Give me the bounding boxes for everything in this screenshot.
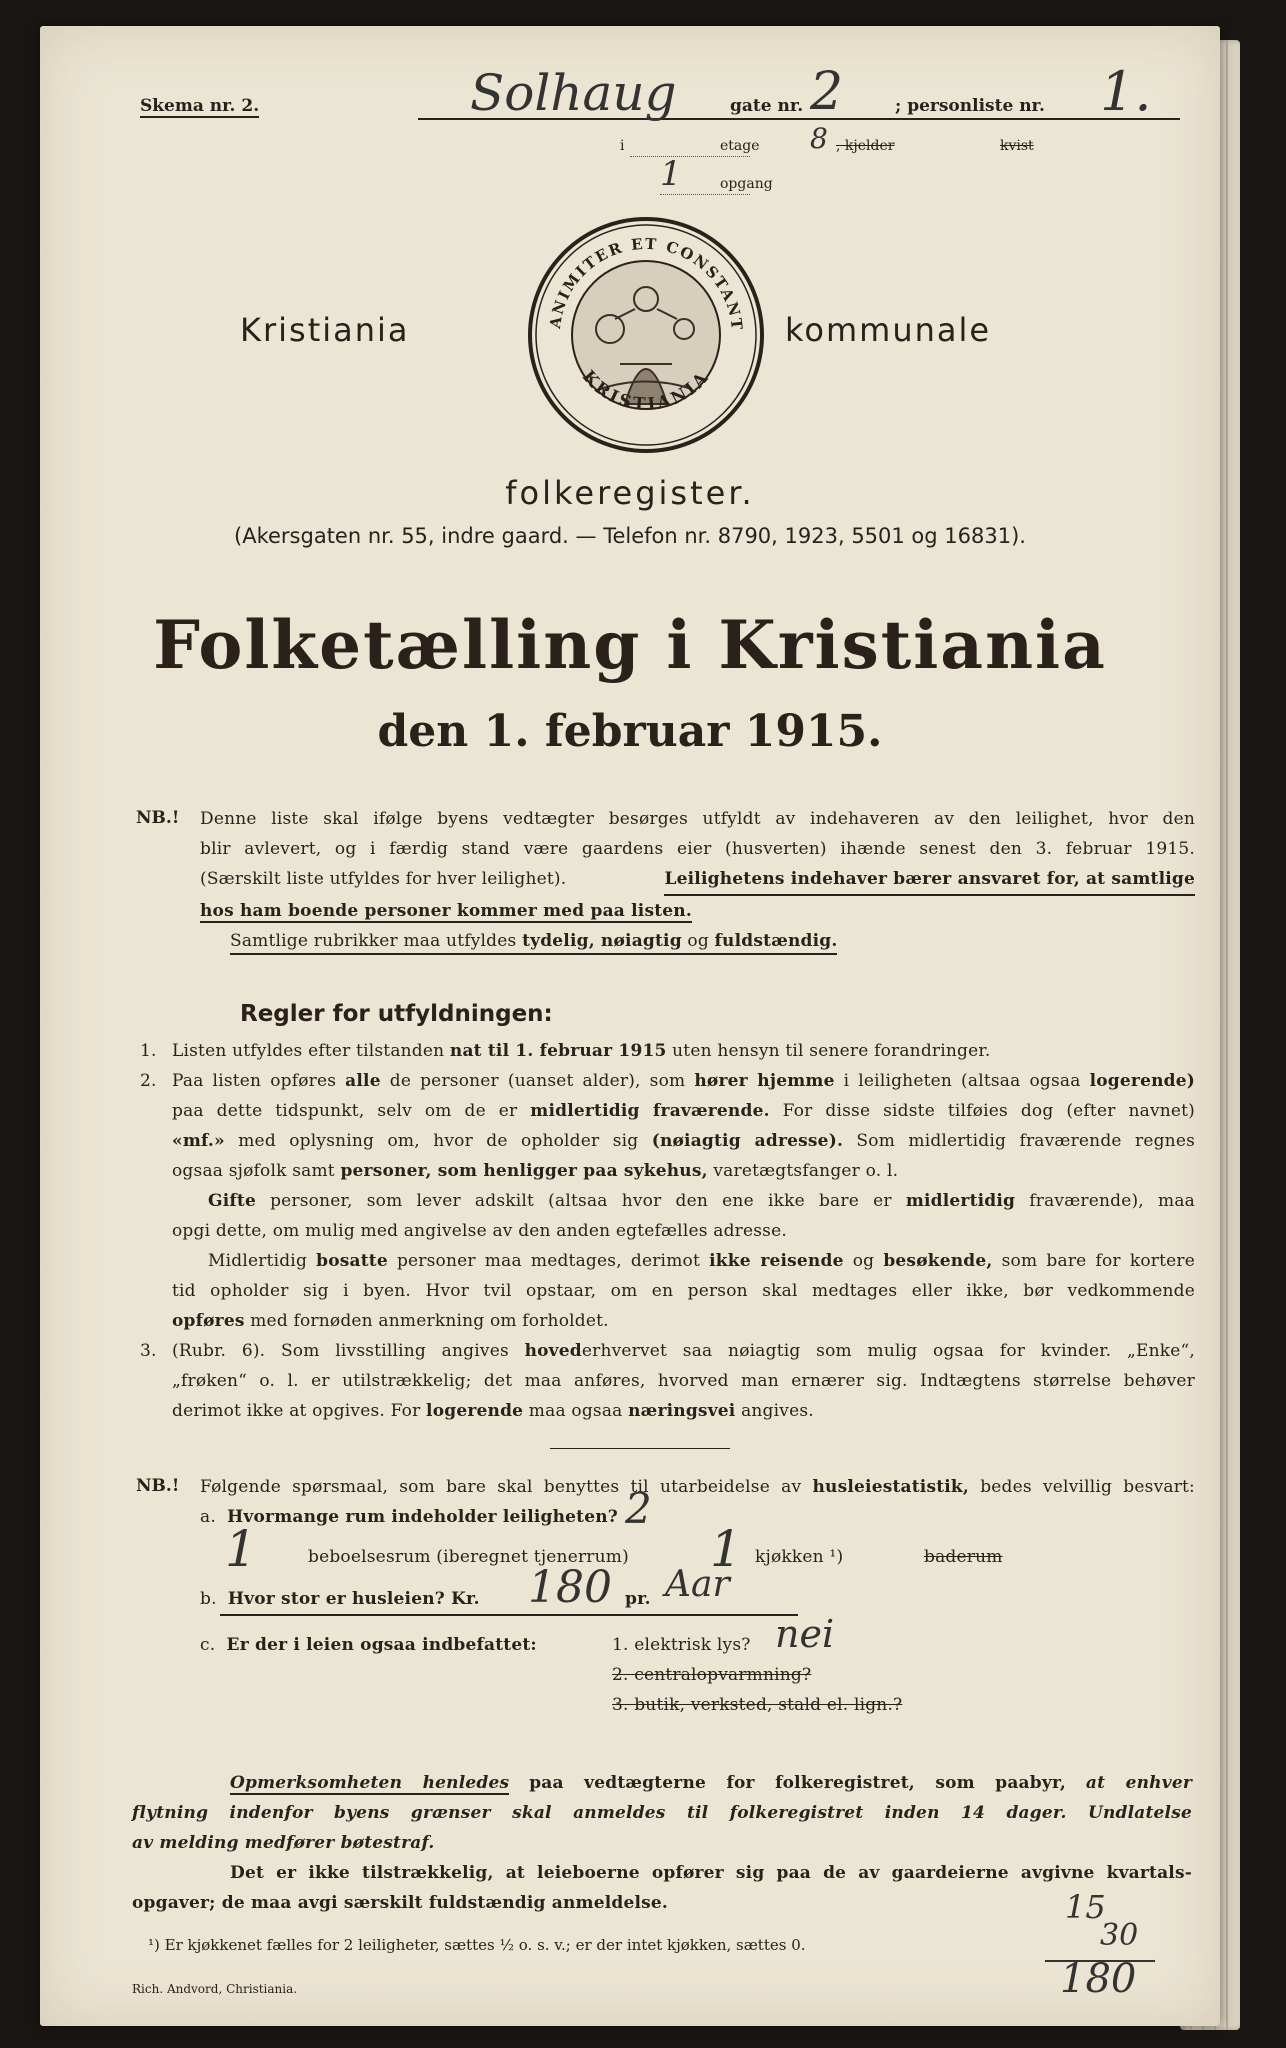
opgang-label: opgang (720, 176, 773, 192)
nb1-line5c: og (687, 931, 709, 951)
gate-nr-label: gate nr. (730, 96, 804, 116)
rent-period-handwritten: Aar (665, 1564, 730, 1605)
kjelder-label: , kjelder (836, 138, 895, 154)
rule2-number: 2. (140, 1071, 157, 1091)
nb2-question-c: c. Er der i leien ogsaa indbefattet: (200, 1635, 537, 1655)
skema-label: Skema nr. 2. (140, 96, 260, 116)
rooms-label: beboelsesrum (iberegnet tjenerrum) (308, 1547, 629, 1567)
margin-total: 180 (1060, 1956, 1137, 2002)
c2-heating: 2. centralopvarmning? (612, 1665, 812, 1685)
i-label: i (620, 138, 625, 154)
nb1-block (200, 804, 1195, 956)
rooms-count-handwritten: 1 (225, 1520, 257, 1578)
kitchen-count-handwritten: 1 (710, 1520, 742, 1578)
nb1-line5a: Samtlige rubrikker maa utfyldes (230, 931, 517, 951)
page-title: Folketælling i Kristiania (153, 606, 1107, 684)
footnote: ¹) Er kjøkkenet fælles for 2 leiligheter, sættes ½ o. s. v.; er der intet kjøkken, sættes 0. (148, 1936, 806, 1954)
seal-motto: ANIMITER ET CONSTANT (546, 234, 747, 333)
notice-block: Opmerksomheten henledes paa vedtægterne for folkeregistret, som paabyr, at enhver flytning indenfor byens grænser skal anmeldes til folkeregistret inden 14 dager. Undlatelse av melding medfører bøtestraf. Det er ikke tilstrækkelig, at leieboerne opfører sig paa de av gaardeierne avgivne kvartals- opgaver; de maa avgi særskilt fuldstændig anmeldelse. (132, 1773, 1192, 1913)
office-right-word: kommunale (785, 311, 992, 349)
kvist-label: kvist (1000, 138, 1034, 154)
printer-credit: Rich. Andvord, Christiania. (132, 1982, 298, 1996)
rent-amount-handwritten: 180 (528, 1562, 612, 1613)
section-divider (550, 1448, 730, 1449)
nb1-line2: blir avlevert, og i færdig stand være gaardens eier (husverten) ihænde senest den 3. februar 1915. (200, 839, 1195, 859)
personliste-label: ; personliste nr. (895, 96, 1045, 116)
rooms-answer-handwritten: 2 (625, 1484, 652, 1533)
margin-note-30: 30 (1100, 1918, 1139, 1953)
page-subtitle-date: den 1. februar 1915. (377, 706, 883, 757)
nb2-intro: Følgende spørsmaal, som bare skal benyttes til utarbeidelse av husleiestatistik, bedes velvillig besvart: (200, 1477, 1195, 1497)
nb2-question-a: a. Hvormange rum indeholder leiligheten? (200, 1507, 618, 1527)
electric-answer-handwritten: nei (775, 1612, 835, 1656)
rent-underline (220, 1614, 798, 1616)
nb1-line5d: fuldstændig. (714, 931, 838, 951)
office-left-word: Kristiania (240, 311, 410, 349)
nb1-line5b: tydelig, nøiagtig (522, 931, 682, 951)
c1-electric: 1. elektrisk lys? (612, 1635, 751, 1655)
census-form-page (40, 26, 1220, 2026)
nb1-line3a: (Særskilt liste utfyldes for hver leilighet). (200, 869, 567, 889)
opgang-handwritten: 1 (660, 154, 682, 194)
personliste-nr-handwritten: 1. (1100, 60, 1152, 123)
office-subtitle: folkeregister. (505, 474, 755, 512)
bath-label: baderum (924, 1547, 1003, 1567)
gate-nr-handwritten: 2 (810, 62, 844, 122)
office-address: (Akersgaten nr. 55, indre gaard. — Telefon nr. 8790, 1923, 5501 og 16831). (234, 524, 1026, 548)
nb1-label: NB.! (136, 808, 180, 828)
nb1-line4: hos ham boende personer kommer med paa listen. (200, 901, 692, 921)
rule3-number: 3. (140, 1341, 157, 1361)
seal-city-name: KRISTIANIA (577, 366, 715, 416)
rule1-number: 1. (140, 1041, 157, 1061)
nb1-line3b: Leilighetens indehaver bærer ansvaret for, at samtlige (664, 864, 1195, 896)
city-seal (525, 214, 767, 456)
margin-note-15: 15 (1065, 1888, 1106, 1926)
nb2-question-b: b. Hvor stor er husleien? Kr. (200, 1589, 480, 1609)
street-name-handwritten: Solhaug (470, 64, 677, 122)
nb1-line1: Denne liste skal ifølge byens vedtægter besørges utfyldt av indehaveren av den leilighet, hvor den (200, 809, 1195, 829)
kitchen-label: kjøkken ¹) (755, 1547, 844, 1567)
nb2-label: NB.! (136, 1476, 180, 1496)
rent-per-label: pr. (625, 1589, 651, 1609)
etage-handwritten: 8 (810, 122, 828, 155)
c3-shop: 3. butik, verksted, stald el. lign.? (612, 1695, 903, 1715)
etage-label: etage (720, 138, 760, 154)
nb1-line5 (230, 931, 837, 955)
rules-heading: Regler for utfyldningen: (240, 1001, 553, 1027)
rules-block: 1. Listen utfyldes efter tilstanden nat til 1. februar 1915 uten hensyn til senere forandringer. 2. Paa listen opføres alle de personer (uanset alder), som hører hjemme i leiligheten (altsaa ogsaa logerende) paa dette tidspunkt, selv om de er midlertidig fraværende. For disse sidste tilføies dog (efter navnet) «mf.» med oplysning om, hvor de opholder sig (nøiagtig adresse). Som midlertidig fraværende regnes ogsaa sjøfolk samt personer, som henligger paa sykehus, varetægtsfanger o. l. Gifte personer, som lever adskilt (altsaa hvor den ene ikke bare er midlertidig fraværende), maa opgi dette, om mulig med angivelse av den anden egtefælles adresse. Midlertidig bosatte personer maa medtages, derimot ikke reisende og besøkende, som bare for kortere tid opholder sig i byen. Hvor tvil opstaar, om en person skal medtages eller ikke, bør vedkommende opføres med fornøden anmerkning om forholdet. 3. (Rubr. 6). Som livsstilling angives hovederhvervet saa nøiagtig som mulig ogsaa for kvinder. „Enke“, „frøken“ o. l. er utilstrækkelig; det maa anføres, hvorved man ernærer sig. Indtægtens størrelse behøver derimot ikke at opgives. For logerende maa ogsaa næringsvei angives. (140, 1036, 1195, 1426)
